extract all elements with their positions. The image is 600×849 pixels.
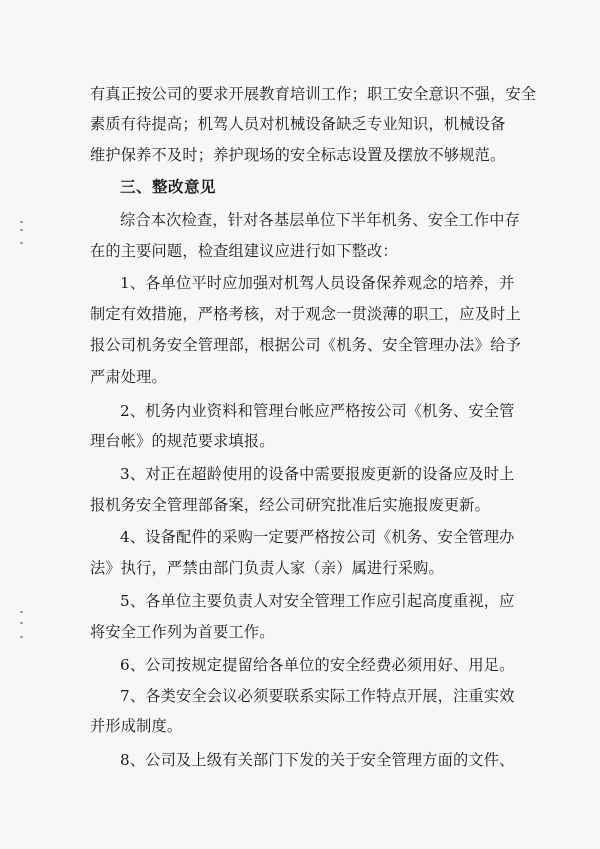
section-heading: 三、整改意见 [120,177,217,196]
item-8-line-1: 8、公司及上级有关部门下发的关于安全管理方面的文件、 [120,751,515,769]
item-4-line-2: 法》执行，严禁由部门负责人家（亲）属进行采购。 [90,559,444,577]
binding-dot [20,242,23,244]
item-4-line-1: 4、设备配件的采购一定要严格按公司《机务、安全管理办 [120,528,515,546]
item-2-line-1: 2、机务内业资料和管理台帐应严格按公司《机务、安全管 [120,402,515,420]
item-6-line-1: 6、公司按规定提留给各单位的安全经费必须用好、用足。 [120,656,515,674]
binding-hole-marks [20,0,32,849]
binding-dot [20,622,23,624]
item-7-line-2: 并形成制度。 [90,717,183,735]
summary-line-2: 在的主要问题，检查组建议应进行如下整改： [90,242,398,260]
summary-line-1: 综合本次检查，针对各基层单位下半年机务、安全工作中存 [120,211,521,229]
intro-line-3: 维护保养不及时；养护现场的安全标志设置及摆放不够规范。 [90,146,506,164]
item-1-line-2: 制定有效措施，严格考核，对于观念一贯淡薄的职工，应及时上 [90,305,521,323]
binding-dot [20,636,23,638]
item-1-line-3: 报公司机务安全管理部，根据公司《机务、安全管理办法》给予 [90,336,521,354]
item-1-line-1: 1、各单位平时应加强对机驾人员设备保养观念的培养，并 [120,274,515,292]
binding-dot [20,611,23,613]
item-3-line-2: 报机务安全管理部备案，经公司研究批准后实施报废更新。 [90,496,491,514]
binding-dot [20,221,23,223]
item-7-line-1: 7、各类安全会议必须要联系实际工作特点开展，注重实效 [120,687,515,705]
item-1-line-4: 严肃处理。 [90,368,167,386]
intro-line-2: 素质有待提高；机驾人员对机械设备缺乏专业知识，机械设备 [90,115,506,133]
binding-dot [20,229,23,231]
intro-line-1: 有真正按公司的要求开展教育培训工作；职工安全意识不强，安全 [90,85,537,103]
item-3-line-1: 3、对正在超龄使用的设备中需要报废更新的设备应及时上 [120,465,515,483]
item-5-line-1: 5、各单位主要负责人对安全管理工作应引起高度重视，应 [120,592,515,610]
item-2-line-2: 理台帐》的规范要求填报。 [90,432,275,450]
item-5-line-2: 将安全工作列为首要工作。 [90,623,275,641]
